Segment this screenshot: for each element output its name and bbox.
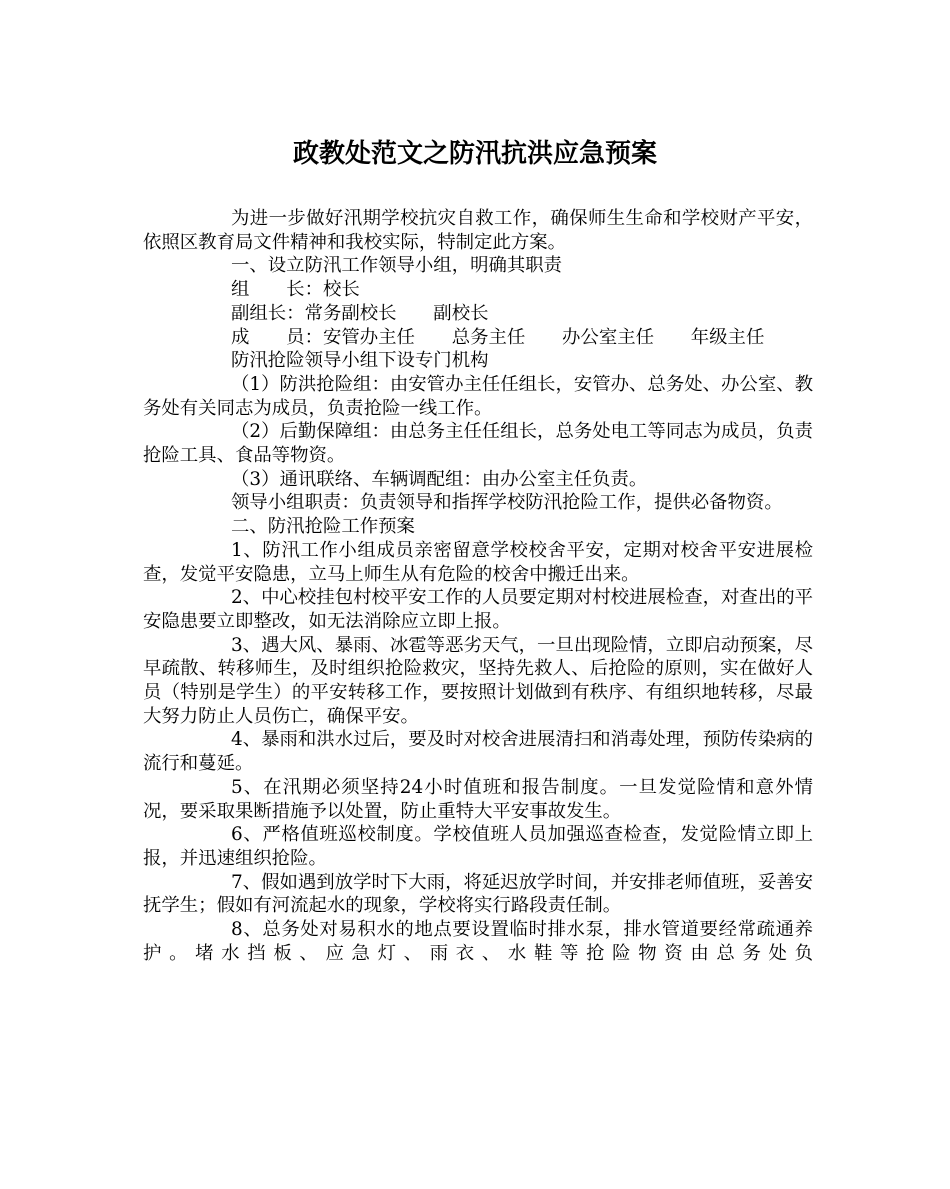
paragraph-item-4: 4、暴雨和洪水过后，要及时对校舍进展清扫和消毒处理，预防传染病的流行和蔓延。 (143, 729, 813, 775)
paragraph-item-2: 2、中心校挂包村校平安工作的人员要定期对村校进展检查，对查出的平安隐患要立即整改，如无法消除应立即上报。 (143, 587, 813, 632)
document-body (143, 207, 813, 966)
section-heading-2: 二、防汛抢险工作预案 (231, 516, 415, 538)
paragraph-subgroups-intro: 防汛抢险领导小组下设专门机构 (231, 350, 489, 372)
paragraph-intro: 为进一步做好汛期学校抗灾自救工作，确保师生生命和学校财产平安，依照区教育局文件精神和我校实际，特制定此方案。 (143, 208, 813, 253)
section-heading-1: 一、设立防汛工作领导小组，明确其职责 (231, 255, 563, 277)
members-line: 成 员：安管办主任 总务主任 办公室主任 年级主任 (231, 326, 765, 348)
document-title: 政教处范文之防汛抗洪应急预案 (292, 139, 657, 169)
paragraph-item-3: 3、遇大风、暴雨、冰雹等恶劣天气，一旦出现险情，立即启动预案，尽早疏散、转移师生，及时组织抢险救灾，坚持先救人、后抢险的原则，实在做好人员（特别是学生）的平安转移工作，要按照计划做到有秩序、有组织地转移，尽最大努力防止人员伤亡，确保平安。 (143, 634, 813, 727)
paragraph-item-7: 7、假如遇到放学时下大雨，将延迟放学时间，并安排老师值班，妥善安抚学生；假如有河流起水的现象，学校将实行路段责任制。 (143, 871, 813, 917)
leader-line: 组 长：校长 (231, 279, 360, 301)
paragraph-group-2: （2）后勤保障组：由总务主任任组长，总务处电工等同志为成员，负责抢险工具、食品等物资。 (143, 421, 813, 467)
paragraph-group-1: （1）防洪抢险组：由安管办主任任组长，安管办、总务处、办公室、教务处有关同志为成员，负责抢险一线工作。 (143, 373, 813, 419)
paragraph-group-3: （3）通讯联络、车辆调配组：由办公室主任负责。 (231, 468, 648, 490)
paragraph-duties: 领导小组职责：负责领导和指挥学校防汛抢险工作，提供必备物资。 (231, 492, 783, 514)
deputy-leader-line: 副组长：常务副校长 副校长 (231, 302, 489, 324)
paragraph-item-1: 1、防汛工作小组成员亲密留意学校校舍平安，定期对校舍平安进展检查，发觉平安隐患，立马上师生从有危险的校舍中搬迁出来。 (143, 539, 813, 585)
paragraph-item-6: 6、严格值班巡校制度。学校值班人员加强巡查检查，发觉险情立即上报，并迅速组织抢险。 (143, 824, 813, 869)
paragraph-item-8: 8、总务处对易积水的地点要设置临时排水泵，排水管道要经常疏通养护。堵水挡板、应急灯、雨衣、水鞋等抢险物资由总务处负 (143, 919, 813, 964)
paragraph-item-5: 5、在汛期必须坚持24小时值班和报告制度。一旦发觉险情和意外情况，要采取果断措施予以处置，防止重特大平安事故发生。 (143, 776, 813, 822)
